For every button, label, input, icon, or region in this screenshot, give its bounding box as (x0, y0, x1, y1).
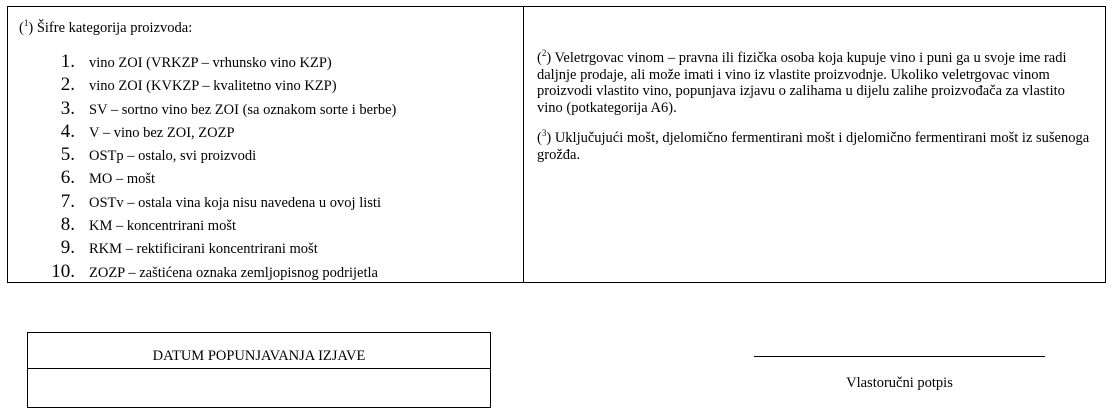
category-codes-title-text: Šifre kategorija proizvoda: (33, 20, 193, 36)
category-code-number: 8. (60, 214, 75, 236)
category-code-number: 9. (60, 237, 75, 259)
category-code-item (19, 261, 523, 284)
wholesaler-note: ($^2$) Veletrgovac vinom – pravna ili fizička osoba koja kupuje vino i puni ga u svoje ime radi daljnje prodaje, ali može imati i vino iz vlastite proizvodnje. Ukoliko veletrgovac vinom proizvodi vlastito vino, popunjava izjavu o zalihama u dijelu zalihe proizvođača za vlastito vino (potkategorija A6). (537, 48, 1067, 116)
category-code-number: 4. (60, 120, 75, 142)
footnote-marker-1: 1 (23, 18, 29, 29)
category-code-text: KM – koncentrirani mošt (89, 218, 236, 235)
category-code-number: 10. (51, 260, 75, 282)
category-codes-list (19, 51, 523, 284)
category-code-text: SV – sortno vino bez ZOI (sa oznakom sorte i berbe) (89, 101, 397, 118)
category-codes-title: ($^1$) Šifre kategorija proizvoda: (19, 18, 193, 36)
category-code-text: vino ZOI (VRKZP – vrhunsko vino KZP) (89, 55, 332, 71)
category-code-item (19, 144, 523, 167)
category-code-text: RKM – rektificirani koncentrirani mošt (89, 241, 318, 258)
must-note-text: Uključujući mošt, djelomično fermentirani mošt i djelomično fermentirani mošt iz sušenoga grožđa. (537, 130, 1090, 163)
category-code-text: OSTp – ostalo, svi proizvodi (89, 148, 257, 165)
category-code-text: OSTv – ostala vina koja nisu navedena u ovoj listi (89, 194, 381, 211)
wholesaler-note-text: Veletrgovac vinom – pravna ili fizička osoba koja kupuje vino i puni ga u svoje ime radi daljnje prodaje, ali može imati i vino iz vlastite proizvodnje. Ukoliko veletrgovac vinom proizvodi vlastito vino, popunjava izjavu o zalihama u dijelu zalihe proizvođača za vlastito vino (potkategorija A6). (537, 50, 1067, 116)
category-code-number: 5. (60, 144, 75, 166)
category-code-text: V – vino bez ZOI, ZOZP (89, 124, 235, 141)
category-code-number: 3. (60, 97, 75, 119)
category-codes-cell (8, 7, 524, 282)
notes-cell (524, 7, 1105, 282)
category-code-item (19, 51, 523, 74)
category-code-item (19, 167, 523, 190)
signature-line[interactable] (754, 356, 1045, 357)
category-code-number: 7. (60, 190, 75, 212)
category-code-number: 2. (60, 74, 75, 96)
completion-date-field[interactable] (28, 369, 490, 407)
must-note: ($^3$) Uključujući mošt, djelomično fermentirani mošt i djelomično fermentirani mošt iz sušenoga grožđa. (537, 128, 1090, 163)
completion-date-box (27, 332, 491, 408)
category-code-text: MO – mošt (89, 171, 156, 188)
category-code-item (19, 74, 523, 97)
footnote-marker-2: 2 (541, 48, 547, 59)
category-code-item (19, 98, 523, 121)
footnotes-table (7, 6, 1106, 283)
category-code-item (19, 237, 523, 260)
category-code-item (19, 191, 523, 214)
category-code-number: 1. (60, 51, 75, 72)
completion-date-label: DATUM POPUNJAVANJA IZJAVE (28, 333, 490, 369)
category-code-item (19, 121, 523, 144)
category-code-item (19, 214, 523, 237)
category-code-number: 6. (60, 167, 75, 189)
signature-label: Vlastoručni potpis (846, 375, 953, 391)
category-code-text: vino ZOI (KVKZP – kvalitetno vino KZP) (89, 78, 337, 95)
category-code-text: ZOZP – zaštićena oznaka zemljopisnog podrijetla (89, 264, 378, 281)
footnote-marker-3: 3 (541, 128, 547, 139)
